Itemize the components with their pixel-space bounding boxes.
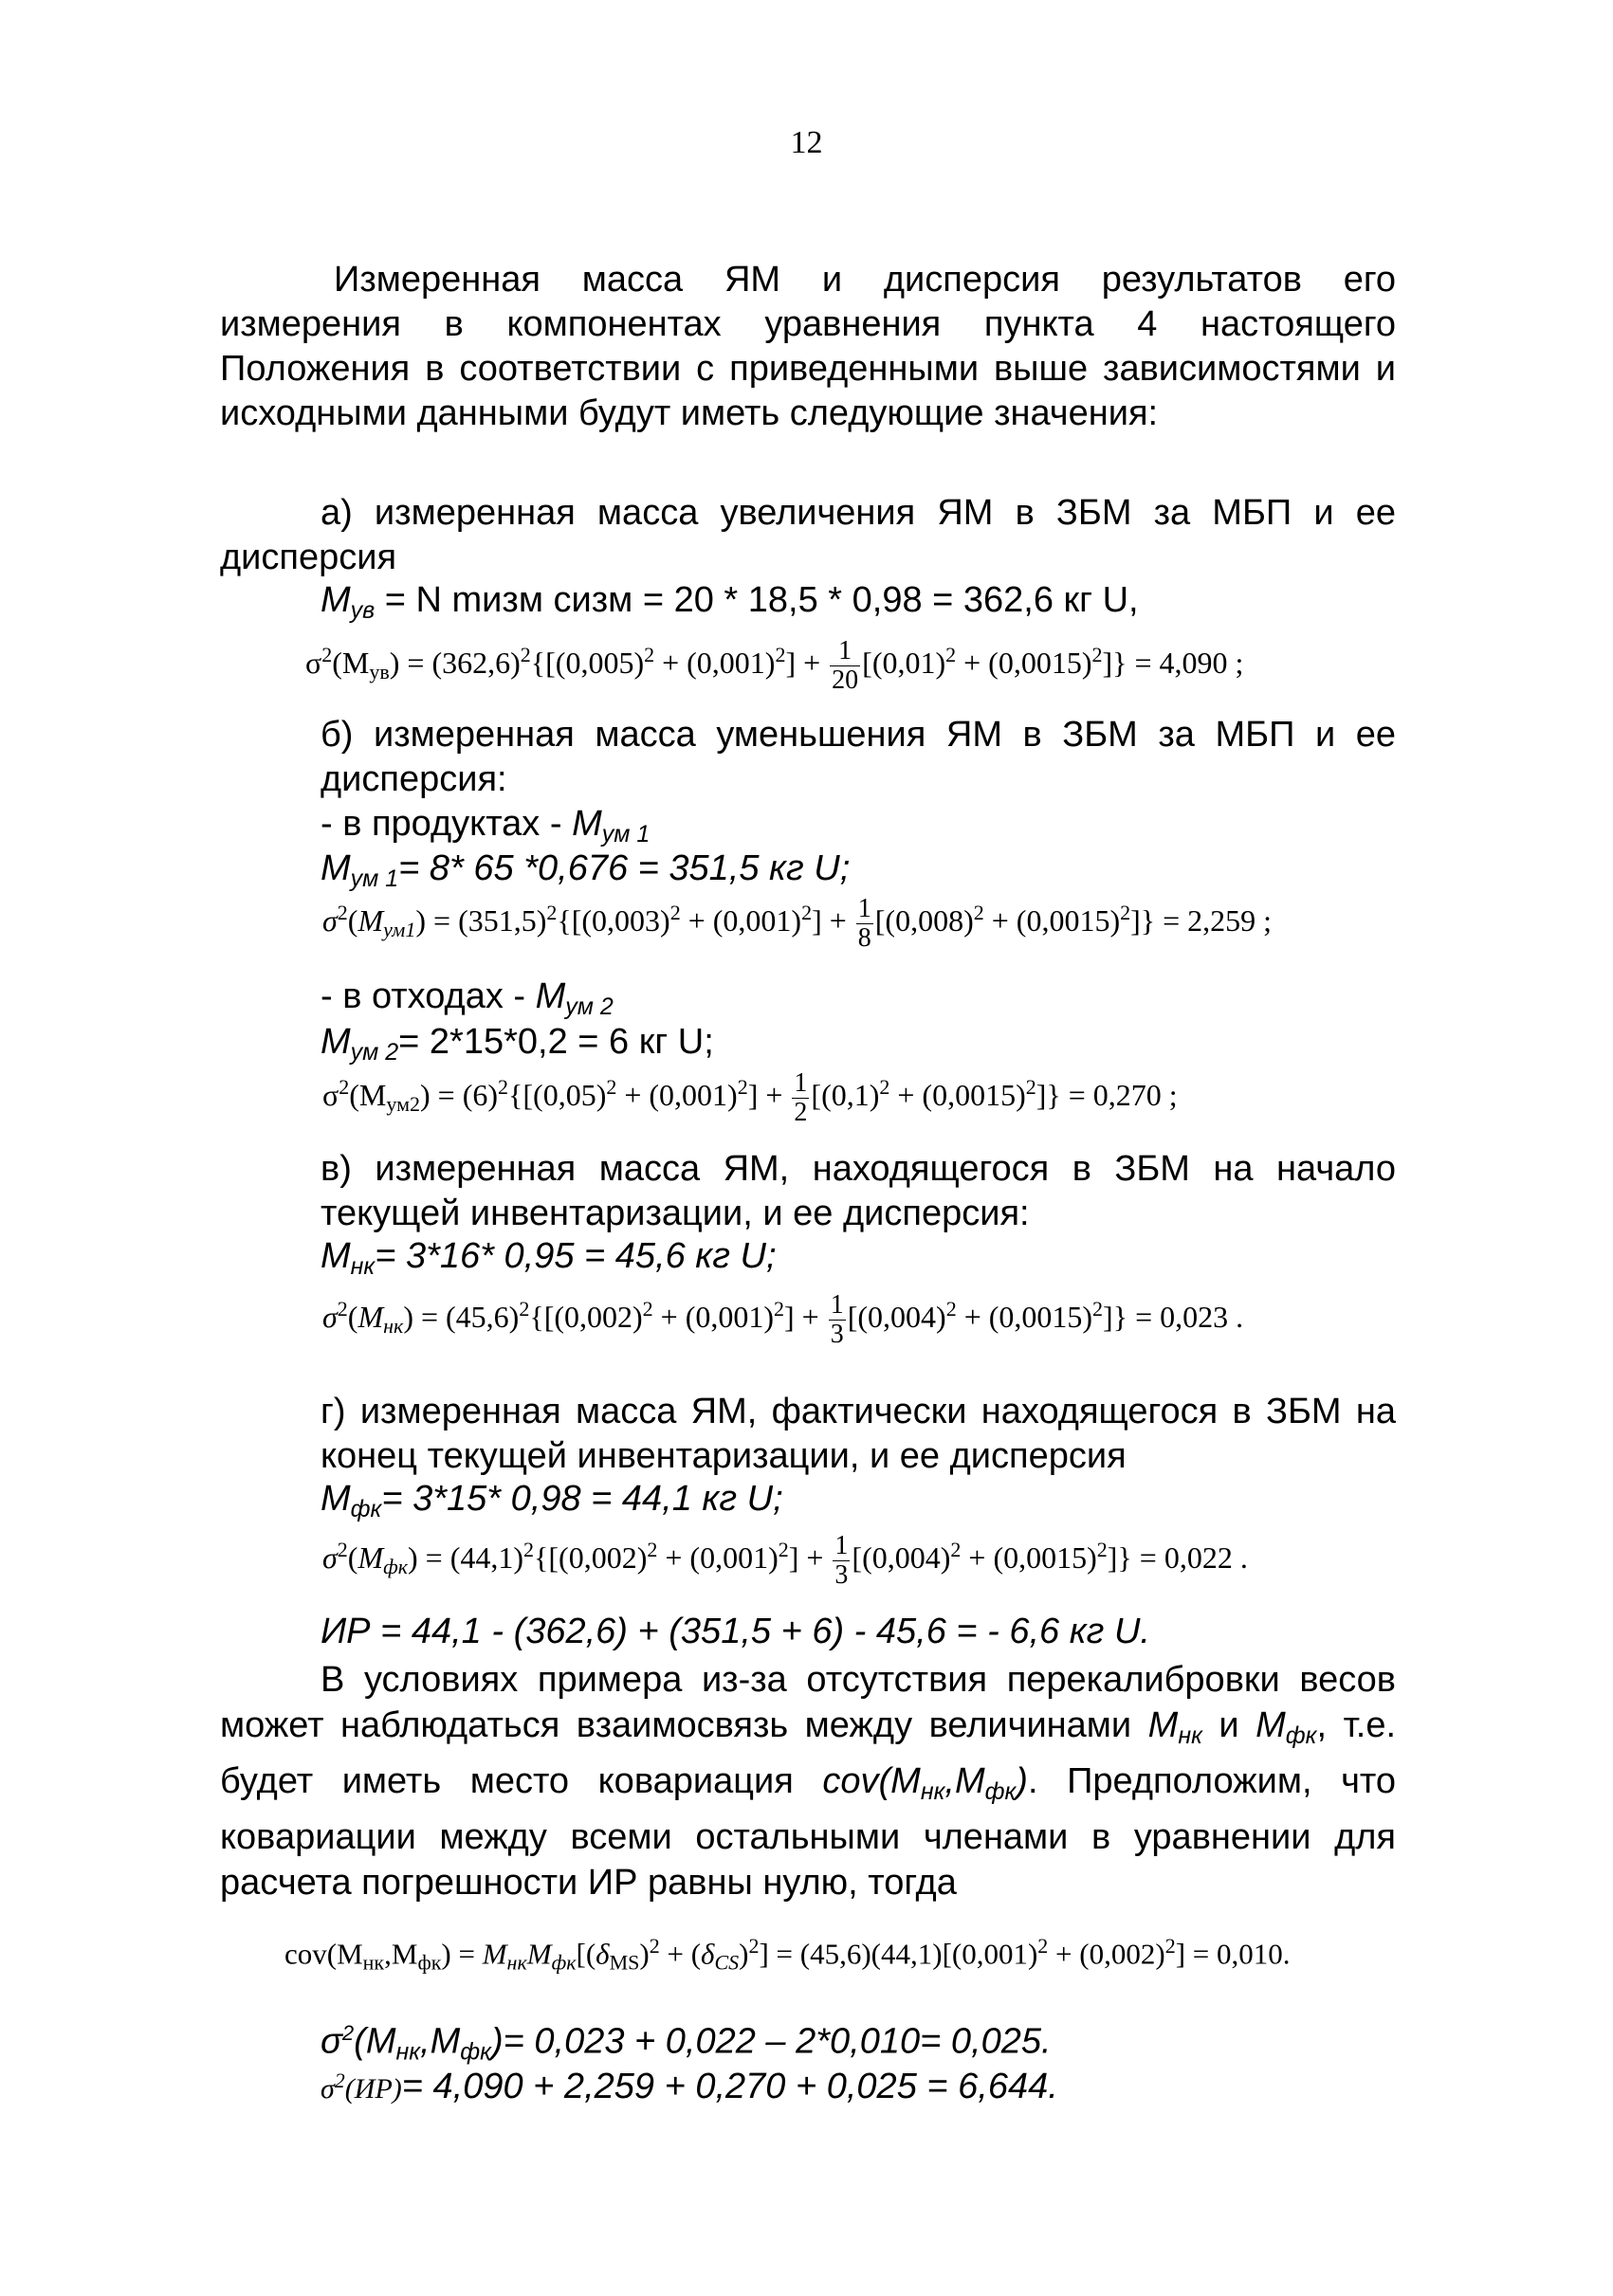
section-g-heading: г) измеренная масса ЯМ, фактически находящегося в ЗБМ на конец текущей инвентаризации, и ее дисперсия <box>321 1392 1396 1476</box>
section-b-heading: б) измеренная масса уменьшения ЯМ в ЗБМ за МБП и ее дисперсия: <box>321 715 1396 799</box>
section-a-variance: $\sigma^2(Mув) = (362,6)^2\{[(0,005)^2 + (0,001)^2]$ + $\frac{1}{20}$ $[(0,01)^2 + (0,0015)^2]\} = 4,090$ ; <box>305 636 1244 695</box>
sigma-sum-formula: $\sigma^2(M_{нк},M_{фк})= 0,023 + 0,022 - 2*0,010= 0,025$. <box>321 2021 1052 2066</box>
section-g-variance: $\sigma^2(Mфк) = (44,1)^2\{[(0,002)^2 + (0,001)^2]$ + $\frac{1}{3}$ $[(0,004)^2 + (0,0015)^2]\} = 0,022$ . <box>322 1531 1248 1590</box>
intro-paragraph: Измеренная масса ЯМ и дисперсия результатов его измерения в компонентах уравнения пункта 4 настоящего Положения в соответствии с приведенными выше зависимостями и исходными данными будут иметь следующие значения: <box>220 260 1396 433</box>
section-v-mass: $M_{нк}= 3*16*$ 0,95 = 45,6 кг U; <box>321 1236 777 1280</box>
section-b-waste-mass: $M_{ум 2}= 2*15*0,2 = 6$ кг U; <box>321 1022 714 1066</box>
section-b-products-mass: $M_{ум 1}= 8*$ 65 *0,676 = 351,5 кг U; <box>321 848 851 892</box>
section-a-heading: а) измеренная масса увеличения ЯМ в ЗБМ за МБП и ее дисперсия <box>220 493 1396 577</box>
ir-formula: ИР = 44,1 - (362,6) + (351,5 + 6) - 45,6 = - 6,6 кг U. <box>321 1612 1150 1651</box>
section-a-mass: $M_{ув} = N$ mизм cизм = 20 * 18,5 * 0,98 = 362,6 кг U, <box>321 580 1139 624</box>
section-v-variance: $\sigma^2(Mнк) = (45,6)^2\{[(0,002)^2 + (0,001)^2]$ + $\frac{1}{3}$ $[(0,004)^2 + (0,0015)^2]\} = 0,023$ . <box>322 1290 1244 1349</box>
section-b-waste-variance: $\sigma^2(Mум2) = (6)^2\{[(0,05)^2 + (0,001)^2]$ + $\frac{1}{2}$ $[(0,1)^2 + (0,0015)^2]\} = 0,270$ ; <box>322 1068 1178 1127</box>
section-b-waste-label: - в отходах - $M_{ум 2}$ <box>321 976 614 1020</box>
section-b-products-label: - в продуктах - $M_{ум 1}$ <box>321 804 651 847</box>
sigma-ir-formula: $\sigma^2(ИР)= 4,090 + 2,259 + 0,270 + 0,025 = 6,644$. <box>321 2067 1058 2106</box>
section-g-mass: $M_{фк}= 3*15*$ 0,98 = 44,1 кг U; <box>321 1479 783 1522</box>
section-b-products-variance: $\sigma^2(Mум1) = (351,5)^2\{[(0,003)^2 + (0,001)^2]$ + $\frac{1}{8}$ $[(0,008)^2 + (0,0015)^2]\} = 2,259$ ; <box>322 894 1273 953</box>
page-number: 12 <box>790 125 823 160</box>
covariance-paragraph: В условиях примера из-за отсутствия перекалибровки весов может наблюдаться взаимосвязь между величинами $M_{нк}$ и $M_{фк}$, т.е. будет иметь место ковариация $cov(M_{нк},M_{фк})$. Предположим, что ковариации между всеми остальными членами в уравнении для расчета погрешности ИР равны нулю, тогда <box>220 1660 1397 1903</box>
section-v-heading: в) измеренная масса ЯМ, находящегося в ЗБМ на начало текущей инвентаризации, и ее дисперсия: <box>321 1149 1396 1233</box>
cov-formula: $cov(Mнк,Mфк) = MнкMфк[(\delta MS)^2 + (\delta CS)^2] = (45,6)(44,1)[(0,001)^2 + (0,002)^2] = 0,010$. <box>284 1934 1291 1975</box>
